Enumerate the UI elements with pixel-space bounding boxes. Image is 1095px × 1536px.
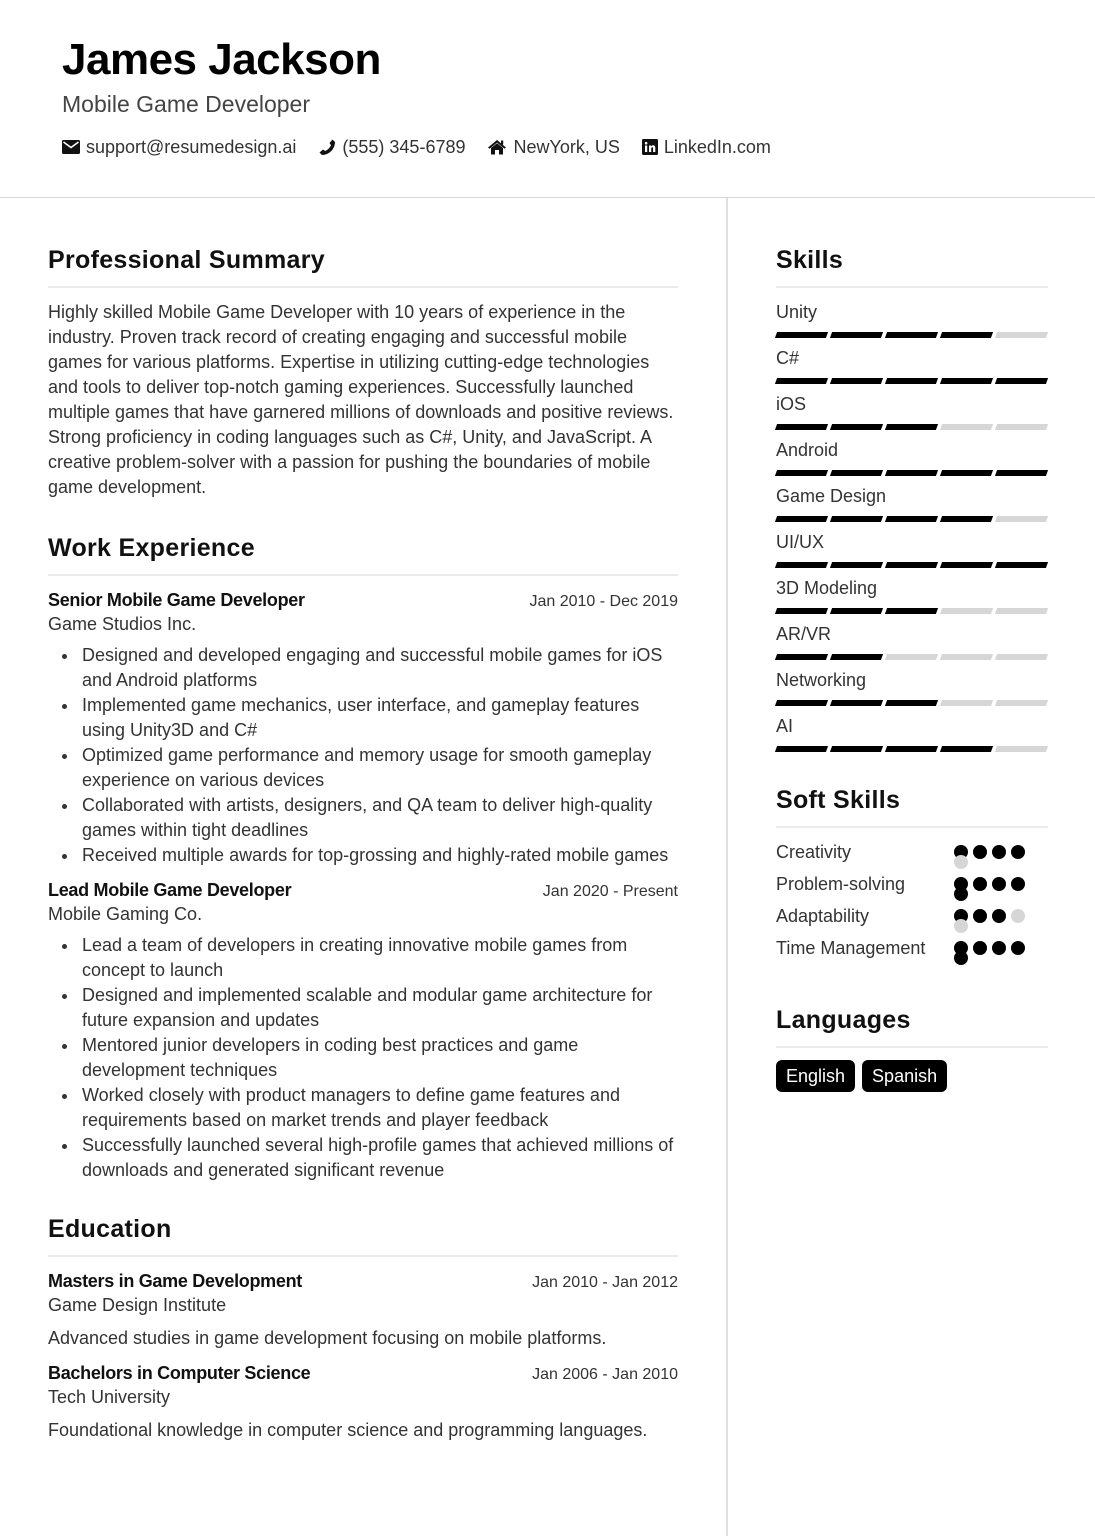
skill-bar-filled <box>775 654 828 660</box>
skill-bar-filled <box>885 516 938 522</box>
rating-dot-filled <box>973 877 987 891</box>
section-heading: Languages <box>776 1006 911 1034</box>
skill-bar-empty <box>995 332 1048 338</box>
skill-item <box>776 576 1048 614</box>
rating-dot-empty <box>954 919 968 933</box>
soft-skill-name: Adaptability <box>776 906 870 926</box>
contact-location-text: NewYork, US <box>513 137 620 157</box>
job-title: Lead Mobile Game Developer <box>48 880 292 900</box>
skill-bar-empty <box>940 424 993 430</box>
skill-bar-filled <box>885 700 938 706</box>
home-icon <box>487 139 507 155</box>
skill-item <box>776 484 1048 522</box>
education-entry <box>48 1269 678 1351</box>
contact-location <box>487 135 619 159</box>
skill-name: AI <box>776 716 794 736</box>
skill-name: Networking <box>776 670 867 690</box>
skill-bar-filled <box>885 608 938 614</box>
envelope-icon <box>62 140 80 154</box>
skill-bar-empty <box>940 700 993 706</box>
contact-list <box>62 135 793 159</box>
skill-bar-filled <box>940 378 993 384</box>
skill-bar-filled <box>830 470 883 476</box>
rating-dot-filled <box>992 941 1006 955</box>
job-bullet: Mentored junior developers in coding best practices and game development techniques <box>48 1033 678 1083</box>
language-tag: Spanish <box>862 1060 947 1092</box>
rating-dot-filled <box>973 845 987 859</box>
skill-bar-filled <box>995 562 1048 568</box>
skill-bar-empty <box>940 654 993 660</box>
skill-level-bars <box>776 746 1048 752</box>
column-divider <box>726 198 728 1536</box>
skills-list <box>776 300 1048 752</box>
skill-bar-filled <box>940 562 993 568</box>
rating-dot-filled <box>1011 845 1025 859</box>
skill-level-bars <box>776 424 1048 430</box>
rating-dot-filled <box>954 951 968 965</box>
skill-bar-filled <box>830 562 883 568</box>
skill-bar-filled <box>885 562 938 568</box>
candidate-name: James Jackson <box>62 35 381 84</box>
skill-level-bars <box>776 332 1048 338</box>
job-date: Jan 2010 - Dec 2019 <box>529 593 678 610</box>
section-heading: Soft Skills <box>776 786 901 814</box>
rating-dot-filled <box>973 941 987 955</box>
skill-bar-filled <box>775 424 828 430</box>
skill-bar-filled <box>830 700 883 706</box>
skill-bar-filled <box>775 332 828 338</box>
skill-bar-filled <box>885 424 938 430</box>
skill-item <box>776 622 1048 660</box>
candidate-title: Mobile Game Developer <box>62 91 311 117</box>
skill-bar-filled <box>775 378 828 384</box>
job-bullet: Optimized game performance and memory usage for smooth gameplay experience on various devices <box>48 743 678 793</box>
skill-bar-filled <box>830 332 883 338</box>
skill-bar-filled <box>885 746 938 752</box>
rating-dot-empty <box>1011 909 1025 923</box>
skill-bar-filled <box>940 332 993 338</box>
skill-item <box>776 300 1048 338</box>
skill-bar-filled <box>885 470 938 476</box>
soft-skill-item <box>776 904 1048 928</box>
language-tags <box>776 1060 1048 1092</box>
skill-level-bars <box>776 608 1048 614</box>
skill-bar-empty <box>995 654 1048 660</box>
skill-item <box>776 530 1048 568</box>
skill-bar-filled <box>995 378 1048 384</box>
degree-title: Bachelors in Computer Science <box>48 1363 311 1383</box>
job-entry <box>48 878 678 1183</box>
job-company: Game Studios Inc. <box>48 614 197 634</box>
rating-dot-filled <box>992 909 1006 923</box>
education-description: Foundational knowledge in computer science and programming languages. <box>48 1420 648 1440</box>
skill-level-bars <box>776 700 1048 706</box>
skill-name: AR/VR <box>776 624 832 644</box>
skill-name: Unity <box>776 302 818 322</box>
skill-bar-filled <box>775 470 828 476</box>
skill-bar-empty <box>940 608 993 614</box>
skill-bar-filled <box>885 378 938 384</box>
section-heading: Work Experience <box>48 534 255 562</box>
skill-bar-filled <box>940 516 993 522</box>
skills-section <box>776 240 1048 752</box>
skill-bar-filled <box>940 470 993 476</box>
soft-skill-name: Creativity <box>776 842 852 862</box>
skill-name: C# <box>776 348 800 368</box>
education-description: Advanced studies in game development focusing on mobile platforms. <box>48 1328 607 1348</box>
school-name: Game Design Institute <box>48 1295 227 1315</box>
job-bullet: Received multiple awards for top-grossing and highly-rated mobile games <box>48 843 678 868</box>
skill-name: 3D Modeling <box>776 578 878 598</box>
job-bullet: Designed and implemented scalable and modular game architecture for future expansion and updates <box>48 983 678 1033</box>
skill-name: Game Design <box>776 486 887 506</box>
contact-linkedin[interactable] <box>642 135 771 159</box>
soft-skill-name: Problem-solving <box>776 874 906 894</box>
skill-bar-filled <box>775 608 828 614</box>
soft-skill-item <box>776 872 1048 896</box>
soft-skill-item <box>776 936 1048 960</box>
soft-skill-item <box>776 840 1048 864</box>
rating-dot-filled <box>1011 877 1025 891</box>
section-heading: Skills <box>776 246 844 274</box>
rating-dot-filled <box>1011 941 1025 955</box>
skill-item <box>776 714 1048 752</box>
rating-dot-filled <box>992 877 1006 891</box>
skill-bar-filled <box>940 746 993 752</box>
job-bullet: Successfully launched several high-profile games that achieved millions of downloads and generated significant revenue <box>48 1133 678 1183</box>
skill-item <box>776 438 1048 476</box>
degree-title: Masters in Game Development <box>48 1271 302 1291</box>
skill-bar-empty <box>995 424 1048 430</box>
skill-bar-filled <box>775 700 828 706</box>
soft-skill-rating-dots <box>954 904 1032 928</box>
school-name: Tech University <box>48 1387 171 1407</box>
skill-bar-filled <box>830 608 883 614</box>
languages-section <box>776 1000 1048 1092</box>
skill-bar-empty <box>995 608 1048 614</box>
contact-phone-text: (555) 345-6789 <box>342 137 466 157</box>
skill-bar-empty <box>995 516 1048 522</box>
job-title: Senior Mobile Game Developer <box>48 590 305 610</box>
section-divider <box>776 826 1048 828</box>
skill-bar-filled <box>775 516 828 522</box>
soft-skill-rating-dots <box>954 840 1032 864</box>
soft-skill-rating-dots <box>954 872 1032 896</box>
skill-bar-empty <box>995 700 1048 706</box>
linkedin-icon <box>642 139 658 155</box>
soft-skill-rating-dots <box>954 936 1032 960</box>
section-divider <box>776 1046 1048 1048</box>
skill-item <box>776 392 1048 430</box>
skill-item <box>776 346 1048 384</box>
summary-section <box>48 240 678 500</box>
rating-dot-filled <box>992 845 1006 859</box>
skill-level-bars <box>776 470 1048 476</box>
job-entry <box>48 588 678 868</box>
rating-dot-filled <box>954 887 968 901</box>
skill-bar-empty <box>885 654 938 660</box>
rating-dot-filled <box>973 909 987 923</box>
job-company: Mobile Gaming Co. <box>48 904 203 924</box>
contact-linkedin-text: LinkedIn.com <box>663 137 771 157</box>
soft-skill-name: Time Management <box>776 938 926 958</box>
section-heading: Professional Summary <box>48 246 325 274</box>
skill-bar-filled <box>830 516 883 522</box>
job-bullet: Designed and developed engaging and successful mobile games for iOS and Android platforms <box>48 643 678 693</box>
job-bullet: Worked closely with product managers to define game features and requirements based on market trends and player feedback <box>48 1083 678 1133</box>
skill-level-bars <box>776 378 1048 384</box>
skill-level-bars <box>776 516 1048 522</box>
side-column <box>776 240 1048 1092</box>
contact-email[interactable] <box>62 135 296 159</box>
education-date: Jan 2010 - Jan 2012 <box>532 1274 678 1291</box>
skill-bar-filled <box>995 470 1048 476</box>
skill-name: Android <box>776 440 839 460</box>
job-bullets <box>48 643 678 868</box>
skill-bar-filled <box>775 746 828 752</box>
job-date: Jan 2020 - Present <box>542 883 678 900</box>
skill-bar-filled <box>830 424 883 430</box>
section-heading: Education <box>48 1215 172 1243</box>
rating-dot-empty <box>954 855 968 869</box>
skill-level-bars <box>776 562 1048 568</box>
skill-bar-filled <box>830 746 883 752</box>
main-column <box>48 240 678 1449</box>
education-section <box>48 1209 678 1443</box>
education-date: Jan 2006 - Jan 2010 <box>532 1366 678 1383</box>
section-divider <box>776 286 1048 288</box>
job-bullet: Collaborated with artists, designers, and QA team to deliver high-quality games within tight deadlines <box>48 793 678 843</box>
job-bullets <box>48 933 678 1183</box>
section-divider <box>48 574 678 576</box>
language-tag: English <box>776 1060 855 1092</box>
skill-name: UI/UX <box>776 532 825 552</box>
skill-name: iOS <box>776 394 807 414</box>
education-entry <box>48 1361 678 1443</box>
contact-email-text: support@resumedesign.ai <box>86 137 297 157</box>
job-bullet: Implemented game mechanics, user interface, and gameplay features using Unity3D and C# <box>48 693 678 743</box>
skill-bar-filled <box>775 562 828 568</box>
section-divider <box>48 286 678 288</box>
job-bullet: Lead a team of developers in creating innovative mobile games from concept to launch <box>48 933 678 983</box>
resume-header <box>0 0 1095 198</box>
skill-item <box>776 668 1048 706</box>
phone-icon <box>318 138 336 156</box>
skill-bar-filled <box>885 332 938 338</box>
summary-text: Highly skilled Mobile Game Developer with 10 years of experience in the industry. Proven track record of creating engaging and successful mobile games for various platforms. Expertise in utilizing cutting-edge technologies and tools to deliver top-notch gaming experiences. Successfully launched multiple games that have garnered millions of downloads and positive reviews. Strong proficiency in coding languages such as C#, Unity, and JavaScript. A creative problem-solver with a passion for pushing the boundaries of mobile game development. <box>48 302 674 497</box>
contact-phone[interactable] <box>318 135 465 159</box>
skill-level-bars <box>776 654 1048 660</box>
experience-section <box>48 528 678 1183</box>
skill-bar-filled <box>830 378 883 384</box>
skill-bar-filled <box>830 654 883 660</box>
soft-skills-section <box>776 780 1048 960</box>
section-divider <box>48 1255 678 1257</box>
skill-bar-empty <box>995 746 1048 752</box>
